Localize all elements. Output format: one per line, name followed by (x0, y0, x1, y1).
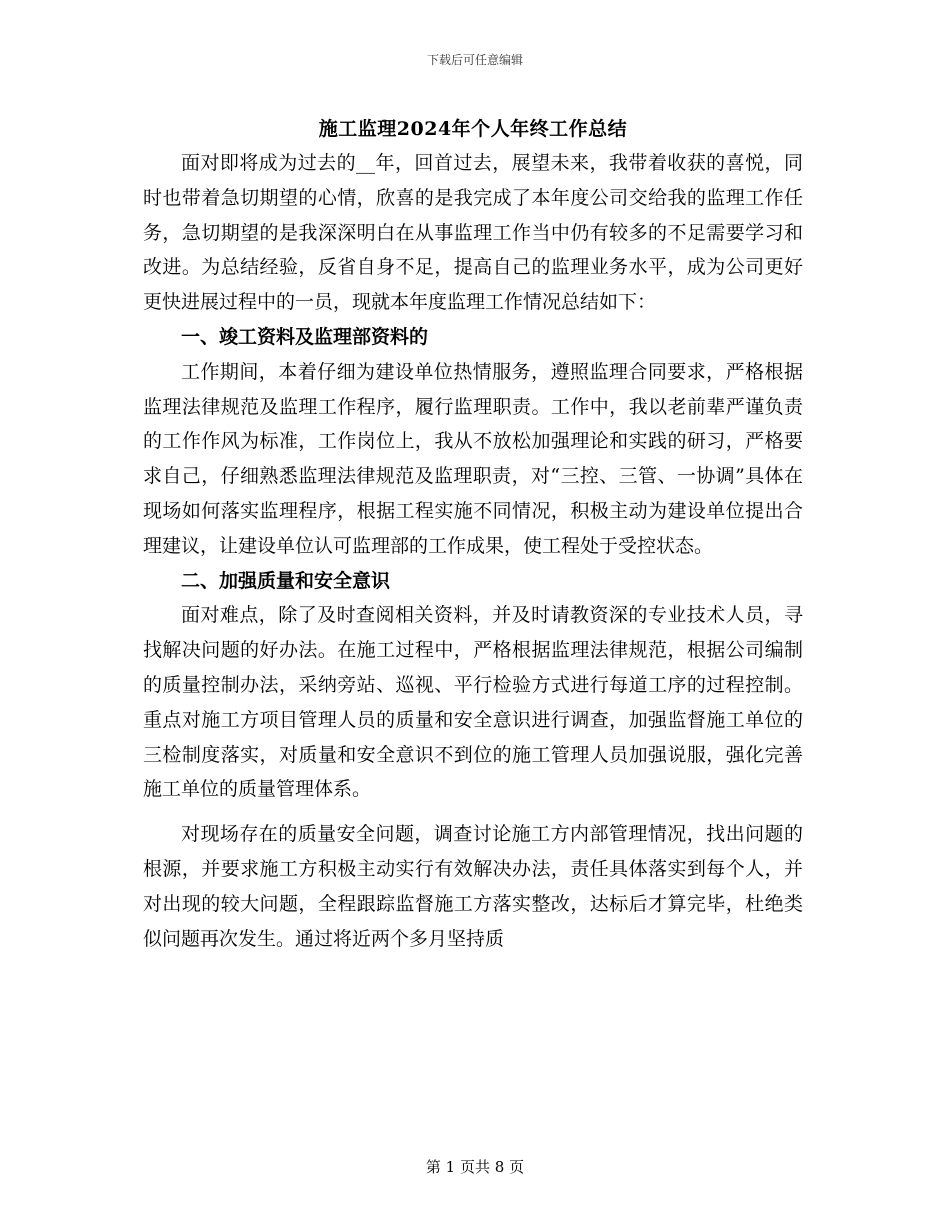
section-2-paragraph-1: 面对难点，除了及时查阅相关资料，并及时请教资深的专业技术人员，寻找解决问题的好办法。在施工过程中，严格根据监理法律规范，根据公司编制的质量控制办法，采纳旁站、巡视、平行检验方式进行每道工序的过程控制。重点对施工方项目管理人员的质量和安全意识进行调查，加强监督施工单位的三检制度落实，对质量和安全意识不到位的施工管理人员加强说服，强化完善施工单位的质量管理体系。 (143, 604, 803, 801)
document-body (143, 112, 803, 956)
section-heading-1: 一、竣工资料及监理部资料的 (181, 325, 429, 348)
section-heading-2: 二、加强质量和安全意识 (181, 569, 391, 592)
document-title: 施工监理2024年个人年终工作总结 (318, 118, 628, 140)
intro-paragraph: 面对即将成为过去的__年，回首过去，展望未来，我带着收获的喜悦，同时也带着急切期望的心情，欣喜的是我完成了本年度公司交给我的监理工作任务，急切期望的是我深深明白在从事监理工作当中仍有较多的不足需要学习和改进。为总结经验，反省自身不足，提高自己的监理业务水平，成为公司更好更快进展过程中的一员，现就本年度监理工作情况总结如下： (143, 152, 803, 314)
section-1-paragraph-1: 工作期间，本着仔细为建设单位热情服务，遵照监理合同要求，严格根据监理法律规范及监理工作程序，履行监理职责。工作中，我以老前辈严谨负责的工作作风为标准，工作岗位上，我从不放松加强理论和实践的研习，严格要求自己，仔细熟悉监理法律规范及监理职责，对“三控、三管、一协调”具体在现场如何落实监理程序，根据工程实施不同情况，积极主动为建设单位提出合理建议，让建设单位认可监理部的工作成果，使工程处于受控状态。 (143, 360, 803, 557)
page-number: 第 1 页共 8 页 (425, 1158, 525, 1176)
section-2-paragraph-2: 对现场存在的质量安全问题，调查讨论施工方内部管理情况，找出问题的根源，并要求施工方积极主动实行有效解决办法，责任具体落实到每个人，并对出现的较大问题，全程跟踪监督施工方落实整改，达标后才算完毕，杜绝类似问题再次发生。通过将近两个多月坚持质 (143, 823, 803, 950)
header-note: 下载后可任意编辑 (426, 53, 523, 67)
paragraph-spacer (143, 807, 803, 817)
